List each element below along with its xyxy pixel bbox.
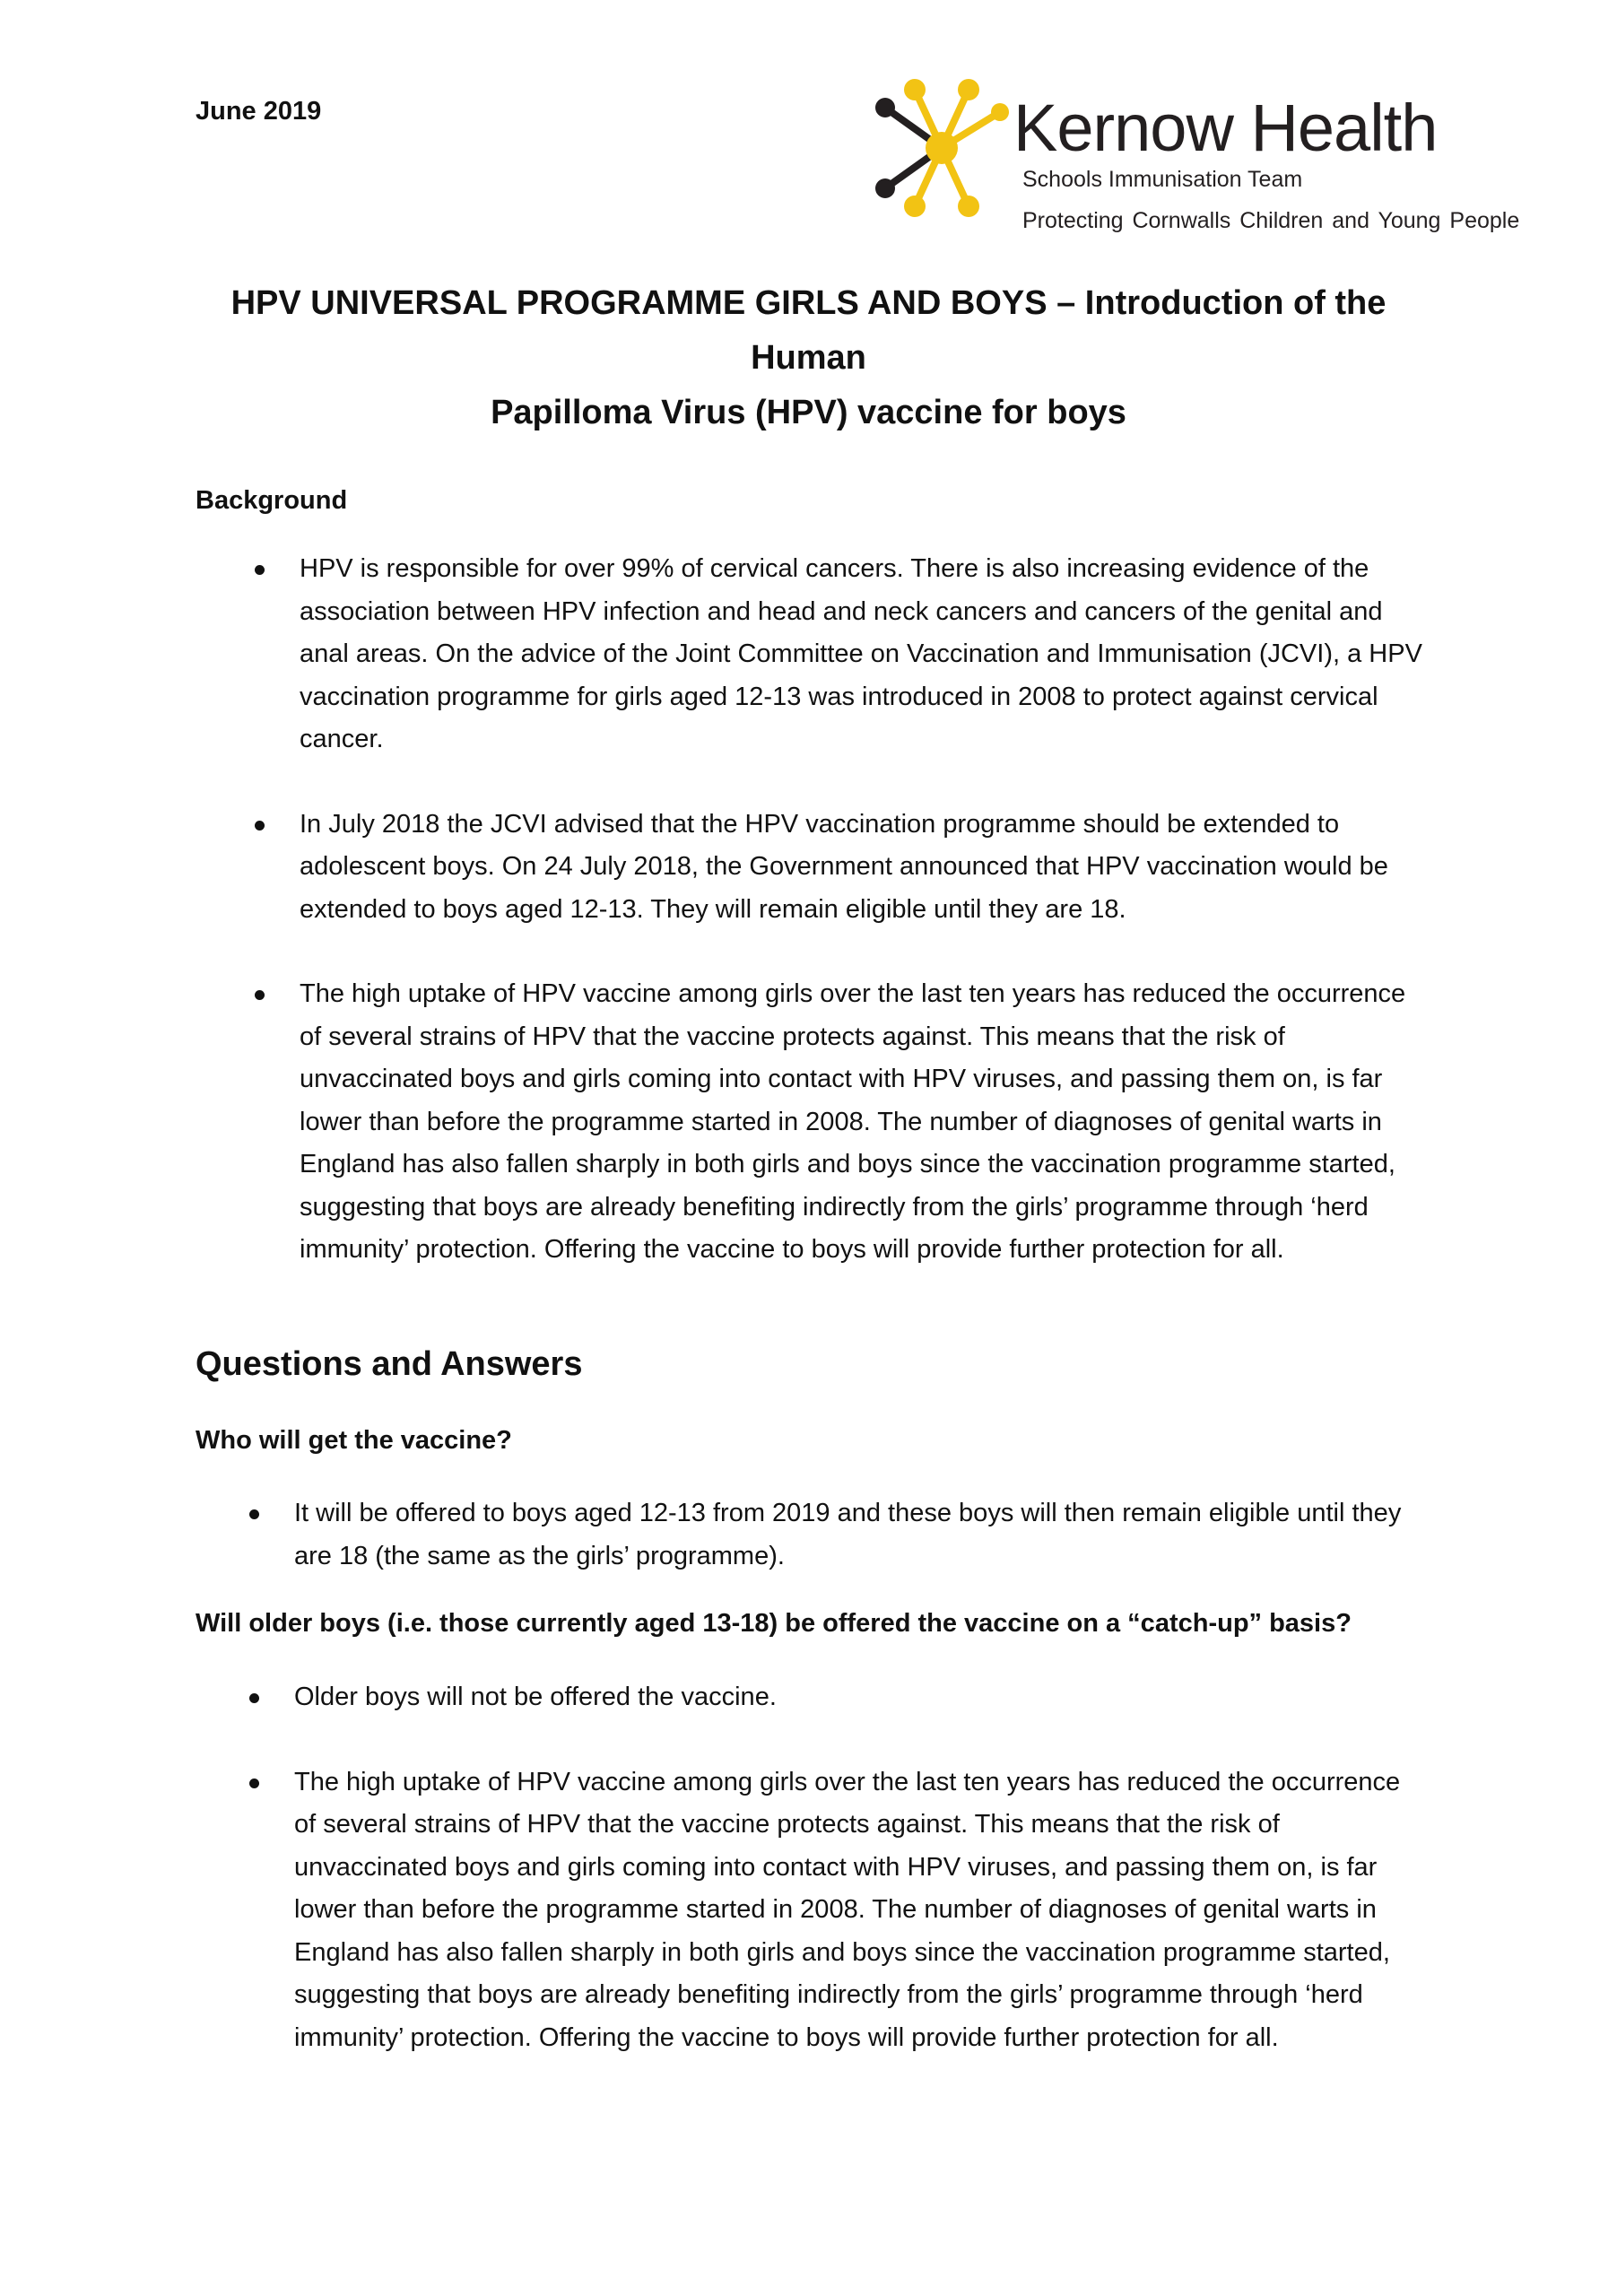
- title-line-2: Papilloma Virus (HPV) vaccine for boys: [491, 394, 1126, 431]
- question-2-answer-list: [294, 1676, 1426, 2059]
- list-item: HPV is responsible for over 99% of cervical cancers. There is also increasing evidence of the association between HPV infection and head and neck cancers and cancers of the genital and anal areas. On the advice of the Joint Committee on Vaccination and Immunisation (JCVI), a HPV vaccination programme for girls aged 12-13 was introduced in 2008 to protect against cervical cancer.: [300, 548, 1425, 761]
- background-heading: Background: [196, 486, 348, 515]
- logo-tagline: Protecting Cornwalls Children and Young People: [1022, 208, 1520, 233]
- background-bullet-list: [300, 548, 1425, 1272]
- list-item: The high uptake of HPV vaccine among girls over the last ten years has reduced the occurrence of several strains of HPV that the vaccine protects against. This means that the risk of unvaccinated boys and girls coming into contact with HPV viruses, and passing them on, is far lower than before the programme started in 2008. The number of diagnoses of genital warts in England has also fallen sharply in both girls and boys since the vaccination programme started, suggesting that boys are already benefiting indirectly from the girls’ programme through ‘herd immunity’ protection. Offering the vaccine to boys will provide further protection for all.: [294, 1761, 1426, 2060]
- qa-heading: Questions and Answers: [196, 1345, 583, 1383]
- question-1: Who will get the vaccine?: [196, 1426, 512, 1455]
- list-item: Older boys will not be offered the vaccine.: [294, 1676, 1426, 1719]
- title-line-1: HPV UNIVERSAL PROGRAMME GIRLS AND BOYS – Introduction of the Human: [230, 284, 1387, 377]
- list-item: In July 2018 the JCVI advised that the HPV vaccination programme should be extended to adolescent boys. On 24 July 2018, the Government announced that HPV vaccination would be extended to boys aged 12-13. They will remain eligible until they are 18.: [300, 804, 1425, 932]
- logo-name: Kernow Health: [1013, 91, 1438, 165]
- list-item: The high uptake of HPV vaccine among girls over the last ten years has reduced the occurrence of several strains of HPV that the vaccine protects against. This means that the risk of unvaccinated boys and girls coming into contact with HPV viruses, and passing them on, is far lower than before the programme started in 2008. The number of diagnoses of genital warts in England has also fallen sharply in both girls and boys since the vaccination programme started, suggesting that boys are already benefiting indirectly from the girls’ programme through ‘herd immunity’ protection. Offering the vaccine to boys will provide further protection for all.: [300, 973, 1425, 1272]
- list-item: It will be offered to boys aged 12-13 from 2019 and these boys will then remain eligible until they are 18 (the same as the girls’ programme).: [294, 1492, 1426, 1578]
- logo-team-name: Schools Immunisation Team: [1022, 167, 1303, 192]
- kernow-health-logo: [874, 72, 1556, 242]
- molecule-logo-icon: [874, 72, 1009, 224]
- document-date: June 2019: [196, 97, 322, 126]
- question-1-answer-list: [294, 1492, 1426, 1578]
- document-title: [179, 276, 1438, 440]
- question-2: Will older boys (i.e. those currently aged 13-18) be offered the vaccine on a “catch-up” basis?: [196, 1609, 1352, 1638]
